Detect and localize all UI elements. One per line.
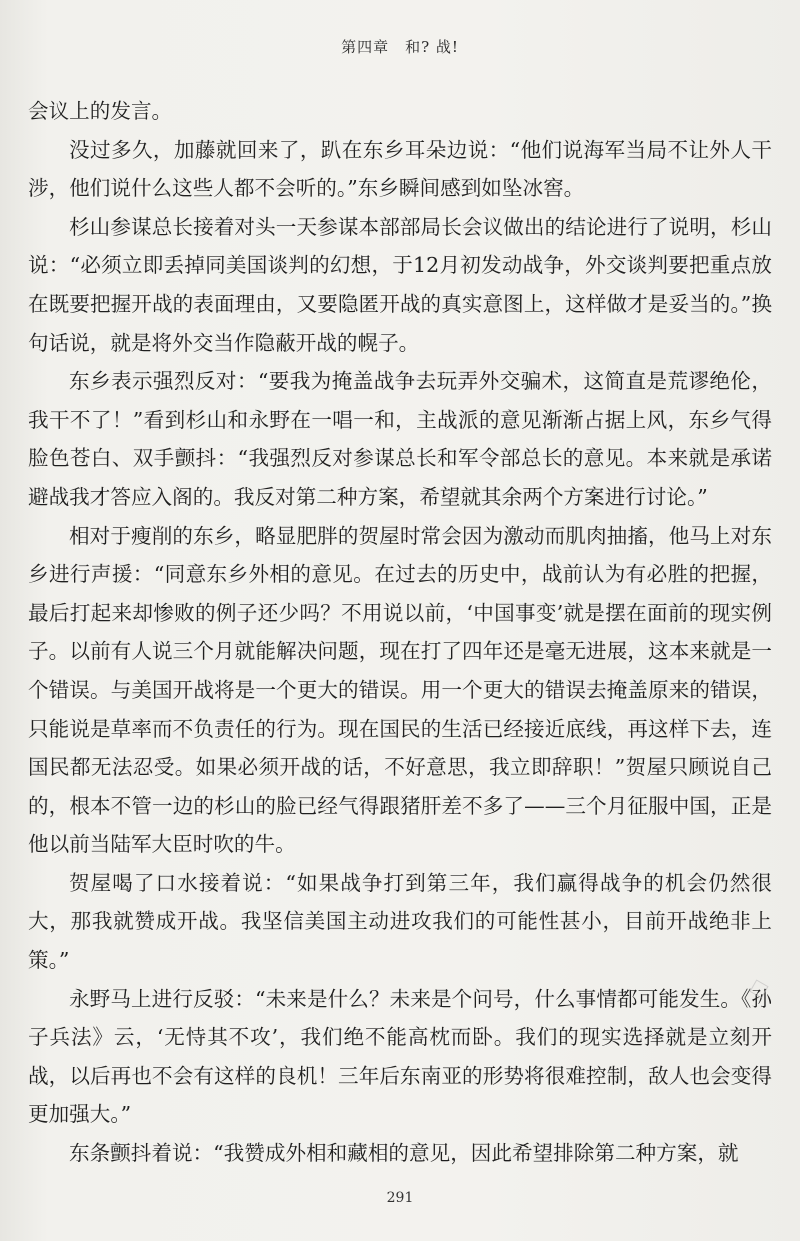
paragraph: 东乡表示强烈反对：“要我为掩盖战争去玩弄外交骗术，这简直是荒谬绝伦，我干不了！”看到杉山和永野在一唱一和，主战派的意见渐渐占据上风，东乡气得脸色苍白、双手颤抖：“我强烈反对参谋总长和军令部总长的意见。本来就是承诺避战我才答应入阁的。我反对第二种方案，希望就其余两个方案进行讨论。” xyxy=(28,369,772,509)
paragraph: 永野马上进行反驳：“未来是什么？未来是个问号，什么事情都可能发生。《孙子兵法》云，‘无恃其不攻’，我们绝不能高枕而卧。我们的现实选择就是立刻开战，以后再也不会有这样的良机！三年后东南亚的形势将很难控制，敌人也会变得更加强大。” xyxy=(28,986,772,1127)
paragraph: 贺屋喝了口水接着说：“如果战争打到第三年，我们赢得战争的机会仍然很大，那我就赞成开战。我坚信美国主动进攻我们的可能性甚小，目前开战绝非上策。” xyxy=(28,870,772,973)
page-number: 291 xyxy=(386,1190,414,1206)
paragraph: 东条颤抖着说：“我赞成外相和藏相的意见，因此希望排除第二种方案，就 xyxy=(69,1141,739,1166)
body-text xyxy=(28,92,772,1173)
paragraph: 杉山参谋总长接着对头一天参谋本部部局长会议做出的结论进行了说明，杉山说：“必须立即丢掉同美国谈判的幻想，于12月初发动战争，外交谈判要把重点放在既要把握开战的表面理由，又要隐匿开战的真实意图上，这样做才是妥当的。”换句话说，就是将外交当作隐蔽开战的幌子。 xyxy=(28,214,772,355)
paragraph: 没过多久，加藤就回来了，趴在东乡耳朵边说：“他们说海军当局不让外人干涉，他们说什么这些人都不会听的。”东乡瞬间感到如坠冰窖。 xyxy=(28,137,772,201)
running-header: 第四章 和? 战! xyxy=(341,38,459,56)
paragraph: 相对于瘦削的东乡，略显肥胖的贺屋时常会因为激动而肌肉抽搐，他马上对东乡进行声援：“同意东乡外相的意见。在过去的历史中，战前认为有必胜的把握，最后打起来却惨败的例子还少吗？不用说以前，‘中国事变’就是摆在面前的现实例子。以前有人说三个月就能解决问题，现在打了四年还是毫无进展，这本来就是一个错误。与美国开战将是一个更大的错误。用一个更大的错误去掩盖原来的错误，只能说是草率而不负责任的行为。现在国民的生活已经接近底线，再这样下去，连国民都无法忍受。如果必须开战的话，不好意思，我立即辞职！”贺屋只顾说自己的，根本不管一边的杉山的脸已经气得跟猪肝差不多了——三个月征服中国，正是他以前当陆军大臣时吹的牛。 xyxy=(28,523,772,857)
paragraph: 会议上的发言。 xyxy=(28,99,173,123)
